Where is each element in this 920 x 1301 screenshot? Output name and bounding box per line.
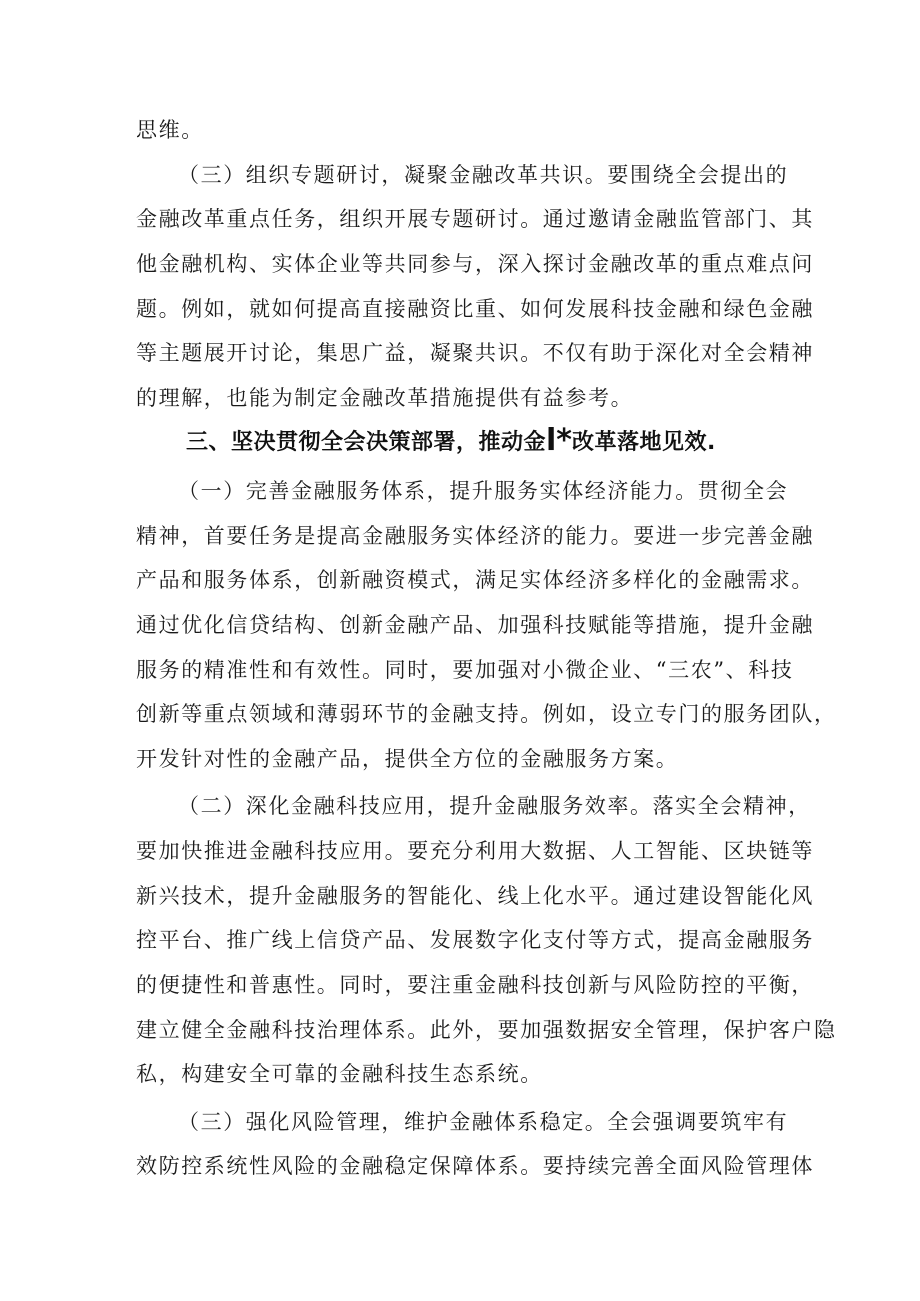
paragraph-line: （二）深化金融科技应用，提升金融服务效率。落实全会精神， bbox=[178, 794, 811, 818]
section-heading-text: 三、坚决贯彻全会决策部署，推动金 bbox=[186, 430, 547, 455]
paragraph-line: 开发针对性的金融产品，提供全方位的金融服务方案。 bbox=[136, 747, 679, 771]
paragraph-line: 私，构建安全可靠的金融科技生态系统。 bbox=[136, 1062, 543, 1086]
paragraph-line: 的便捷性和普惠性。同时，要注重金融科技创新与风险防控的平衡， bbox=[136, 973, 814, 997]
paragraph-line: 通过优化信贷结构、创新金融产品、加强科技赋能等措施，提升金融 bbox=[136, 613, 814, 637]
paragraph-line: 服务的精准性和有效性。同时，要加强对小微企业、“三农”、科技 bbox=[136, 658, 794, 682]
paragraph-line: 等主题展开讨论，集思广益，凝聚共识。不仅有助于深化对全会精神 bbox=[136, 341, 814, 365]
paragraph-line: 产品和服务体系，创新融资模式，满足实体经济多样化的金融需求。 bbox=[136, 568, 814, 592]
paragraph-line: （三）强化风险管理，维护金融体系稳定。全会强调要筑牢有 bbox=[178, 1110, 789, 1134]
paragraph-line: 他金融机构、实体企业等共同参与，深入探讨金融改革的重点难点问 bbox=[136, 252, 814, 276]
paragraph-line: 思维。 bbox=[136, 118, 204, 142]
section-heading-text-end: 改革落地见效. bbox=[572, 430, 716, 455]
paragraph-line: 题。例如，就如何提高直接融资比重、如何发展科技金融和绿色金融 bbox=[136, 297, 814, 321]
paragraph-line: 新兴技术，提升金融服务的智能化、线上化水平。通过建设智能化风 bbox=[136, 884, 814, 908]
paragraph-line: 要加快推进金融科技应用。要充分利用大数据、人工智能、区块链等 bbox=[136, 839, 814, 863]
paragraph-line: 建立健全金融科技治理体系。此外，要加强数据安全管理，保护客户隐 bbox=[136, 1018, 837, 1042]
paragraph-line: 控平台、推广线上信贷产品、发展数字化支付等方式，提高金融服务 bbox=[136, 928, 814, 952]
paragraph-line: （三）组织专题研讨，凝聚金融改革共识。要围绕全会提出的 bbox=[178, 163, 789, 187]
paragraph-line: 精神，首要任务是提高金融服务实体经济的能力。要进一步完善金融 bbox=[136, 524, 814, 548]
paragraph-line: （一）完善金融服务体系，提升服务实体经济能力。贯彻全会 bbox=[178, 479, 789, 503]
paragraph-line: 金融改革重点任务，组织开展专题研讨。通过邀请金融监管部门、其 bbox=[136, 207, 814, 231]
paragraph-line: 的理解，也能为制定金融改革措施提供有益参考。 bbox=[136, 386, 634, 410]
paragraph-line: 效防控系统性风险的金融稳定保障体系。要持续完善全面风险管理体 bbox=[136, 1154, 814, 1178]
section-heading bbox=[186, 424, 716, 460]
section-heading-glitch: l* bbox=[546, 423, 572, 458]
paragraph-line: 创新等重点领域和薄弱环节的金融支持。例如，设立专门的服务团队， bbox=[136, 702, 837, 726]
